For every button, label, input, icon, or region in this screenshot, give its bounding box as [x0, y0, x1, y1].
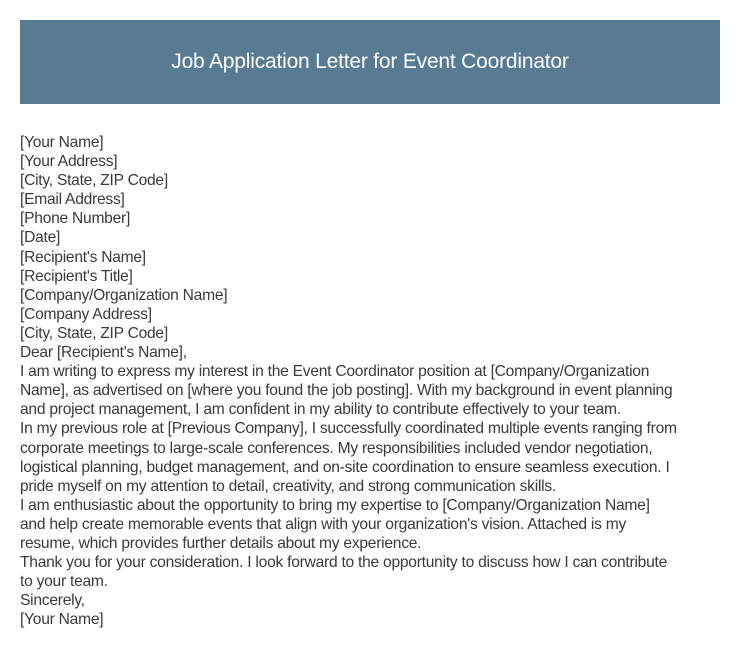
paragraph-line: and help create memorable events that align with your organization's vision. Attached is my — [20, 515, 627, 533]
paragraph-line: to your team. — [20, 573, 108, 591]
recipient-company: [Company/Organization Name] — [20, 286, 228, 304]
paragraph-line: Name], as advertised on [where you found the job posting]. With my background in event planning — [20, 382, 673, 400]
sender-city-state-zip: [City, State, ZIP Code] — [20, 172, 168, 190]
sender-name: [Your Name] — [20, 134, 104, 151]
recipient-title: [Recipient's Title] — [20, 267, 133, 285]
letter-body — [20, 133, 722, 629]
sender-address: [Your Address] — [20, 153, 118, 171]
page-header — [20, 20, 720, 104]
recipient-block — [20, 248, 722, 343]
paragraph-line: and project management, I am confident in my ability to contribute effectively to your team. — [20, 401, 621, 419]
signature: [Your Name] — [20, 611, 104, 629]
paragraph-line: corporate meetings to large-scale conferences. My responsibilities included vendor negotiation, — [20, 439, 653, 457]
paragraph-line: Thank you for your consideration. I look forward to the opportunity to discuss how I can contribute — [20, 554, 668, 572]
recipient-address: [Company Address] — [20, 305, 152, 323]
paragraph-enthusiasm — [20, 496, 722, 553]
page-title: Job Application Letter for Event Coordinator — [171, 50, 569, 73]
paragraph-line: I am writing to express my interest in the Event Coordinator position at [Company/Organization — [20, 363, 650, 381]
recipient-name: [Recipient's Name] — [20, 248, 146, 266]
salutation: Dear [Recipient's Name], — [20, 344, 187, 362]
sender-email: [Email Address] — [20, 191, 125, 209]
letter-date: [Date] — [20, 229, 61, 247]
paragraph-line: I am enthusiastic about the opportunity to bring my expertise to [Company/Organization Name] — [20, 496, 650, 514]
paragraph-thanks — [20, 553, 722, 591]
sender-block — [20, 133, 722, 248]
sender-phone: [Phone Number] — [20, 210, 131, 228]
paragraph-experience — [20, 419, 722, 495]
paragraph-line: logistical planning, budget management, and on-site coordination to ensure seamless execution. I — [20, 458, 670, 476]
recipient-city-state-zip: [City, State, ZIP Code] — [20, 324, 168, 342]
paragraph-line: In my previous role at [Previous Company], I successfully coordinated multiple events ranging from — [20, 420, 677, 438]
paragraph-intro — [20, 362, 722, 419]
paragraph-line: pride myself on my attention to detail, creativity, and strong communication skills. — [20, 477, 556, 495]
closing: Sincerely, — [20, 592, 85, 610]
paragraph-line: resume, which provides further details about my experience. — [20, 534, 422, 552]
